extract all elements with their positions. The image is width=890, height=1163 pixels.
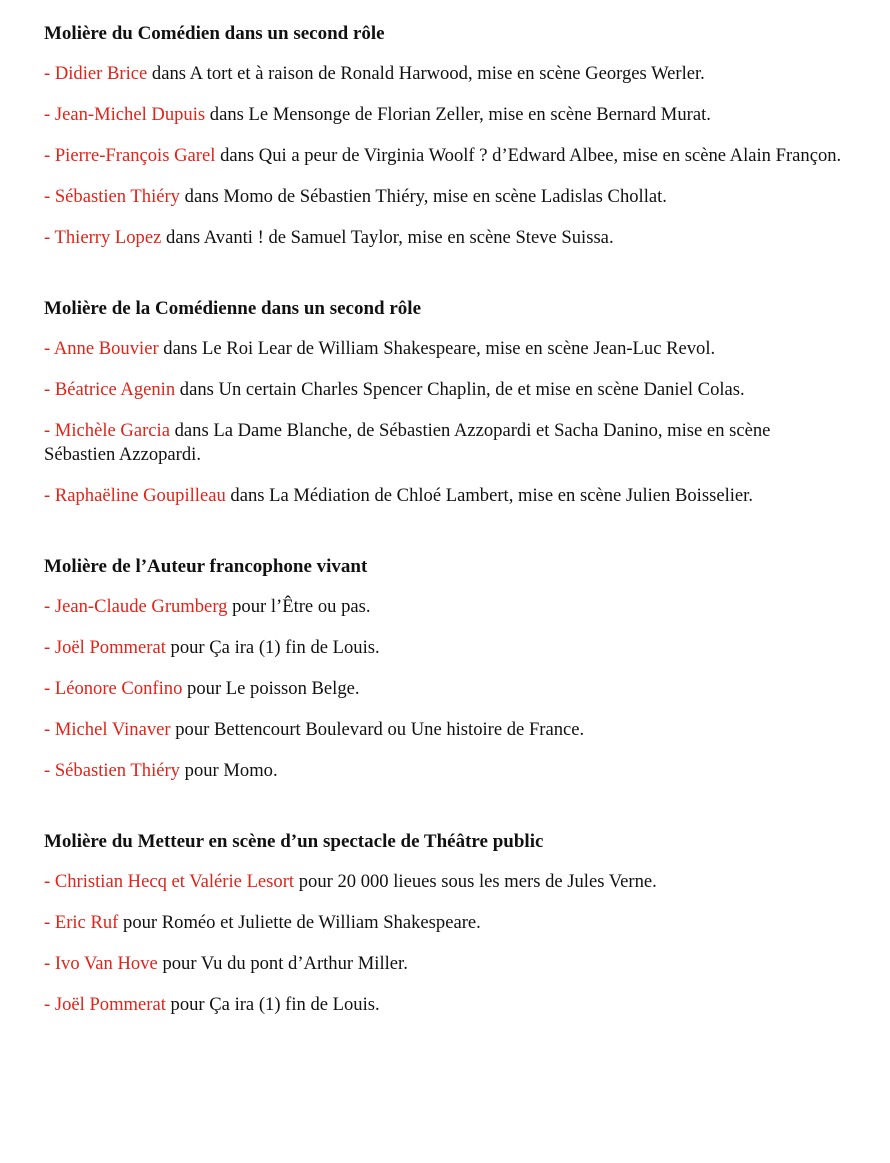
nominee-name: - Béatrice Agenin bbox=[44, 379, 176, 400]
nominee-entry bbox=[44, 677, 844, 701]
nominee-entry bbox=[44, 144, 844, 168]
nominee-entry bbox=[44, 870, 844, 894]
nominee-entry bbox=[44, 419, 844, 467]
nominee-details: dans La Dame Blanche, de Sébastien Azzopardi et Sacha Danino, mise en scène Sébastien Azzopardi. bbox=[44, 420, 771, 465]
section-heading: Molière du Metteur en scène d’un spectacle de Théâtre public bbox=[44, 831, 544, 852]
nominee-name: - Joël Pommerat bbox=[44, 637, 166, 658]
nominee-name: - Christian Hecq et Valérie Lesort bbox=[44, 871, 295, 892]
nominee-entry bbox=[44, 759, 844, 783]
nominee-name: - Sébastien Thiéry bbox=[44, 186, 180, 207]
nominee-details: pour 20 000 lieues sous les mers de Jules Verne. bbox=[298, 871, 657, 892]
nominee-details: dans Avanti ! de Samuel Taylor, mise en scène Steve Suissa. bbox=[166, 227, 614, 248]
nominee-entry bbox=[44, 337, 844, 361]
section-heading: Molière du Comédien dans un second rôle bbox=[44, 23, 385, 44]
nominee-entry bbox=[44, 911, 844, 935]
nominee-name: - Jean-Claude Grumberg bbox=[44, 596, 228, 617]
nominee-entry bbox=[44, 378, 844, 402]
section-public-theatre-director bbox=[44, 830, 844, 1017]
section-heading: Molière de l’Auteur francophone vivant bbox=[44, 556, 368, 577]
nominee-details: dans A tort et à raison de Ronald Harwood, mise en scène Georges Werler. bbox=[151, 63, 705, 84]
nominee-entry bbox=[44, 62, 844, 86]
nominee-name: - Anne Bouvier bbox=[44, 338, 159, 359]
nominee-details: dans Qui a peur de Virginia Woolf ? d’Edward Albee, mise en scène Alain Françon. bbox=[220, 145, 842, 166]
nominee-details: dans Le Roi Lear de William Shakespeare, mise en scène Jean-Luc Revol. bbox=[163, 338, 716, 359]
nominee-name: - Joël Pommerat bbox=[44, 994, 166, 1015]
nominee-details: pour Le poisson Belge. bbox=[187, 678, 360, 699]
nominee-name: - Michel Vinaver bbox=[44, 719, 171, 740]
nominee-details: dans La Médiation de Chloé Lambert, mise en scène Julien Boisselier. bbox=[230, 485, 753, 506]
section-living-author bbox=[44, 555, 844, 783]
nominee-name: - Didier Brice bbox=[44, 63, 148, 84]
nominee-entry bbox=[44, 185, 844, 209]
nominee-entry bbox=[44, 595, 844, 619]
nominee-name: - Jean-Michel Dupuis bbox=[44, 104, 206, 125]
nominee-name: - Léonore Confino bbox=[44, 678, 183, 699]
nominee-name: - Michèle Garcia bbox=[44, 420, 170, 441]
nominee-entry bbox=[44, 636, 844, 660]
nominee-details: pour Bettencourt Boulevard ou Une histoire de France. bbox=[175, 719, 585, 740]
nominee-details: dans Momo de Sébastien Thiéry, mise en scène Ladislas Chollat. bbox=[184, 186, 667, 207]
nominee-entry bbox=[44, 484, 844, 508]
nominee-name: - Ivo Van Hove bbox=[44, 953, 158, 974]
nominee-entry bbox=[44, 103, 844, 127]
nominee-name: - Eric Ruf bbox=[44, 912, 119, 933]
nominee-details: pour Roméo et Juliette de William Shakespeare. bbox=[123, 912, 481, 933]
nominee-details: pour Vu du pont d’Arthur Miller. bbox=[162, 953, 408, 974]
nominee-details: pour Ça ira (1) fin de Louis. bbox=[170, 637, 380, 658]
section-heading: Molière de la Comédienne dans un second rôle bbox=[44, 298, 422, 319]
nominee-name: - Sébastien Thiéry bbox=[44, 760, 180, 781]
nominee-name: - Raphaëline Goupilleau bbox=[44, 485, 226, 506]
nominee-details: dans Le Mensonge de Florian Zeller, mise en scène Bernard Murat. bbox=[209, 104, 711, 125]
nominee-entry bbox=[44, 718, 844, 742]
nominee-name: - Thierry Lopez bbox=[44, 227, 162, 248]
nominee-entry bbox=[44, 226, 844, 250]
nominee-details: pour Momo. bbox=[184, 760, 278, 781]
nominee-details: pour Ça ira (1) fin de Louis. bbox=[170, 994, 380, 1015]
nominee-name: - Pierre-François Garel bbox=[44, 145, 216, 166]
nominee-details: pour l’Être ou pas. bbox=[232, 596, 371, 617]
nominee-entry bbox=[44, 993, 844, 1017]
nominee-entry bbox=[44, 952, 844, 976]
section-supporting-actor bbox=[44, 22, 844, 250]
nominee-details: dans Un certain Charles Spencer Chaplin, de et mise en scène Daniel Colas. bbox=[179, 379, 745, 400]
document-page bbox=[44, 22, 844, 1017]
section-supporting-actress bbox=[44, 297, 844, 508]
